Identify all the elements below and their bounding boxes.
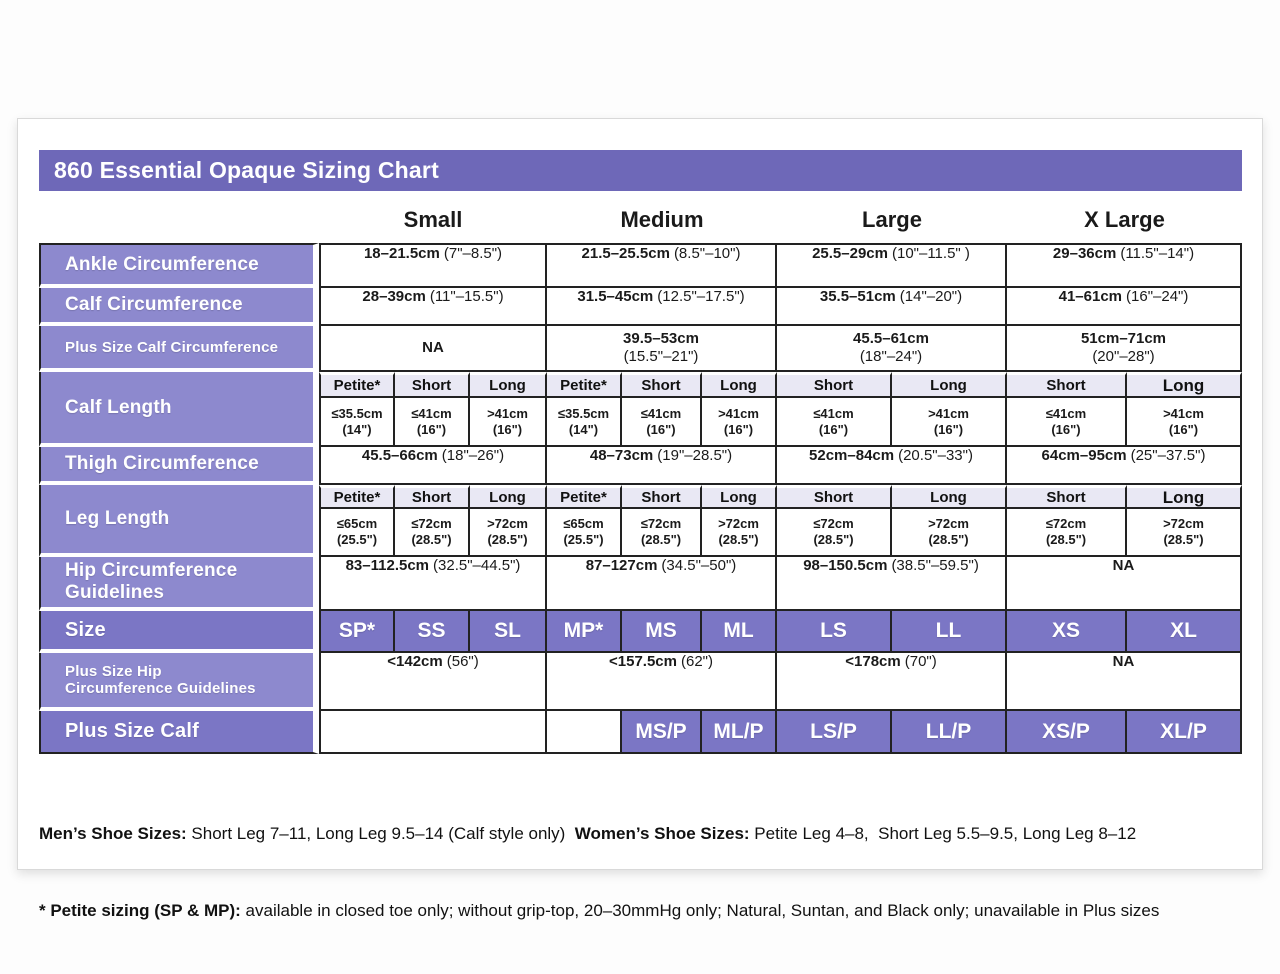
cell-pluscalf-llp: LL/P bbox=[892, 711, 1007, 754]
row-label-hip-circumference-guidelines: Hip Circumference Guidelines bbox=[39, 557, 319, 611]
cell-leglength-large-short: ≤72cm (28.5") bbox=[777, 509, 892, 557]
cell-calflength-small-short: ≤41cm (16") bbox=[395, 398, 470, 447]
cell-ankle-small: 18–21.5cm (7"–8.5") bbox=[319, 243, 547, 288]
subheader-leg-large-short: Short bbox=[777, 485, 892, 509]
cell-thigh-large: 52cm–84cm (20.5"–33") bbox=[777, 447, 1007, 485]
row-label-size: Size bbox=[39, 611, 319, 653]
row-label-plus-size-calf: Plus Size Calf bbox=[39, 711, 319, 754]
cell-calflength-small-long: >41cm (16") bbox=[470, 398, 547, 447]
subheader-calf-medium-long: Long bbox=[702, 372, 777, 398]
cell-leglength-medium-short: ≤72cm (28.5") bbox=[622, 509, 702, 557]
cell-ankle-xlarge: 29–36cm (11.5"–14") bbox=[1007, 243, 1242, 288]
cell-thigh-small: 45.5–66cm (18"–26") bbox=[319, 447, 547, 485]
cell-hip-xlarge: NA bbox=[1007, 557, 1242, 611]
row-label-plus-size-calf-circumference: Plus Size Calf Circumference bbox=[39, 326, 319, 372]
footnotes bbox=[39, 770, 1241, 974]
subheader-calf-xlarge-long: Long bbox=[1127, 372, 1242, 398]
column-header-xlarge: X Large bbox=[1084, 207, 1165, 232]
cell-leglength-xlarge-short: ≤72cm (28.5") bbox=[1007, 509, 1127, 557]
cell-calflength-medium-short: ≤41cm (16") bbox=[622, 398, 702, 447]
subheader-leg-small-short: Short bbox=[395, 485, 470, 509]
cell-thigh-xlarge: 64cm–95cm (25"–37.5") bbox=[1007, 447, 1242, 485]
size-cell-ss: SS bbox=[395, 611, 470, 653]
subheader-leg-small-long: Long bbox=[470, 485, 547, 509]
subheader-calf-large-short: Short bbox=[777, 372, 892, 398]
subheader-leg-small-petite: Petite* bbox=[319, 485, 395, 509]
subheader-calf-medium-petite: Petite* bbox=[547, 372, 622, 398]
size-cell-sp: SP* bbox=[319, 611, 395, 653]
subheader-leg-xlarge-short: Short bbox=[1007, 485, 1127, 509]
subheader-calf-large-long: Long bbox=[892, 372, 1007, 398]
cell-leglength-small-long: >72cm (28.5") bbox=[470, 509, 547, 557]
row-label-ankle-circumference: Ankle Circumference bbox=[39, 243, 319, 288]
cell-plushlp-small: <142cm (56") bbox=[319, 653, 547, 711]
cell-pluscalfcirc-medium: 39.5–53cm (15.5"–21") bbox=[547, 326, 777, 372]
cell-hip-large: 98–150.5cm (38.5"–59.5") bbox=[777, 557, 1007, 611]
size-cell-xl: XL bbox=[1127, 611, 1242, 653]
cell-leglength-small-short: ≤72cm (28.5") bbox=[395, 509, 470, 557]
cell-calfcirc-large: 35.5–51cm (14"–20") bbox=[777, 288, 1007, 326]
cell-hip-small: 83–112.5cm (32.5"–44.5") bbox=[319, 557, 547, 611]
cell-pluscalf-xsp: XS/P bbox=[1007, 711, 1127, 754]
cell-pluscalfcirc-large: 45.5–61cm (18"–24") bbox=[777, 326, 1007, 372]
subheader-calf-medium-short: Short bbox=[622, 372, 702, 398]
row-label-calf-circumference: Calf Circumference bbox=[39, 288, 319, 326]
cell-calfcirc-xlarge: 41–61cm (16"–24") bbox=[1007, 288, 1242, 326]
size-cell-mp: MP* bbox=[547, 611, 622, 653]
cell-calflength-medium-petite: ≤35.5cm (14") bbox=[547, 398, 622, 447]
subheader-calf-small-long: Long bbox=[470, 372, 547, 398]
header-spacer bbox=[39, 201, 319, 243]
cell-calflength-medium-long: >41cm (16") bbox=[702, 398, 777, 447]
subheader-calf-small-petite: Petite* bbox=[319, 372, 395, 398]
cell-pluscalf-medium-petite-blank bbox=[547, 711, 622, 754]
size-cell-ll: LL bbox=[892, 611, 1007, 653]
cell-calfcirc-small: 28–39cm (11"–15.5") bbox=[319, 288, 547, 326]
cell-leglength-xlarge-long: >72cm (28.5") bbox=[1127, 509, 1242, 557]
size-cell-ms: MS bbox=[622, 611, 702, 653]
row-label-plus-size-hip-circumference-guidelines: Plus Size Hip Circumference Guidelines bbox=[39, 653, 319, 711]
cell-leglength-medium-long: >72cm (28.5") bbox=[702, 509, 777, 557]
cell-calflength-small-petite: ≤35.5cm (14") bbox=[319, 398, 395, 447]
cell-calflength-large-short: ≤41cm (16") bbox=[777, 398, 892, 447]
subheader-leg-medium-long: Long bbox=[702, 485, 777, 509]
cell-leglength-small-petite: ≤65cm (25.5") bbox=[319, 509, 395, 557]
column-header-medium: Medium bbox=[620, 207, 704, 232]
cell-leglength-medium-petite: ≤65cm (25.5") bbox=[547, 509, 622, 557]
cell-calflength-large-long: >41cm (16") bbox=[892, 398, 1007, 447]
cell-ankle-large: 25.5–29cm (10"–11.5" ) bbox=[777, 243, 1007, 288]
cell-plushlp-large: <178cm (70") bbox=[777, 653, 1007, 711]
column-header-large: Large bbox=[862, 207, 922, 232]
cell-pluscalf-xlp: XL/P bbox=[1127, 711, 1242, 754]
size-cell-sl: SL bbox=[470, 611, 547, 653]
subheader-leg-medium-petite: Petite* bbox=[547, 485, 622, 509]
footnote-shoe-sizes: Men’s Shoe Sizes: Short Leg 7–11, Long Leg 9.5–14 (Calf style only) Women’s Shoe Sizes: Petite Leg 4–8, Short Leg 5.5–9.5, Long Leg 8–12 bbox=[39, 824, 1137, 843]
chart-title-bar bbox=[39, 150, 1242, 191]
sizing-chart-card bbox=[17, 118, 1263, 920]
chart-title: 860 Essential Opaque Sizing Chart bbox=[54, 157, 439, 183]
row-label-thigh-circumference: Thigh Circumference bbox=[39, 447, 319, 485]
cell-pluscalfcirc-small: NA bbox=[319, 326, 547, 372]
subheader-calf-small-short: Short bbox=[395, 372, 470, 398]
cell-plushlp-xlarge: NA bbox=[1007, 653, 1242, 711]
cell-hip-medium: 87–127cm (34.5"–50") bbox=[547, 557, 777, 611]
sizing-table bbox=[39, 201, 1242, 754]
column-header-small: Small bbox=[403, 207, 463, 232]
size-cell-ls: LS bbox=[777, 611, 892, 653]
footnote-petite-sizing: * Petite sizing (SP & MP): available in closed toe only; without grip-top, 20–30mmHg only; Natural, Suntan, and Black only; unavailable in Plus sizes bbox=[39, 900, 1160, 920]
row-label-leg-length: Leg Length bbox=[39, 485, 319, 557]
cell-pluscalf-mlp: ML/P bbox=[702, 711, 777, 754]
size-cell-xs: XS bbox=[1007, 611, 1127, 653]
subheader-leg-xlarge-long: Long bbox=[1127, 485, 1242, 509]
cell-calflength-xlarge-short: ≤41cm (16") bbox=[1007, 398, 1127, 447]
cell-pluscalf-small-blank bbox=[319, 711, 547, 754]
cell-pluscalf-msp: MS/P bbox=[622, 711, 702, 754]
cell-pluscalfcirc-xlarge: 51cm–71cm (20"–28") bbox=[1007, 326, 1242, 372]
cell-pluscalf-lsp: LS/P bbox=[777, 711, 892, 754]
cell-ankle-medium: 21.5–25.5cm (8.5"–10") bbox=[547, 243, 777, 288]
cell-calfcirc-medium: 31.5–45cm (12.5"–17.5") bbox=[547, 288, 777, 326]
row-label-calf-length: Calf Length bbox=[39, 372, 319, 447]
cell-plushlp-medium: <157.5cm (62") bbox=[547, 653, 777, 711]
subheader-calf-xlarge-short: Short bbox=[1007, 372, 1127, 398]
cell-thigh-medium: 48–73cm (19"–28.5") bbox=[547, 447, 777, 485]
cell-leglength-large-long: >72cm (28.5") bbox=[892, 509, 1007, 557]
subheader-leg-medium-short: Short bbox=[622, 485, 702, 509]
size-cell-ml: ML bbox=[702, 611, 777, 653]
cell-calflength-xlarge-long: >41cm (16") bbox=[1127, 398, 1242, 447]
subheader-leg-large-long: Long bbox=[892, 485, 1007, 509]
